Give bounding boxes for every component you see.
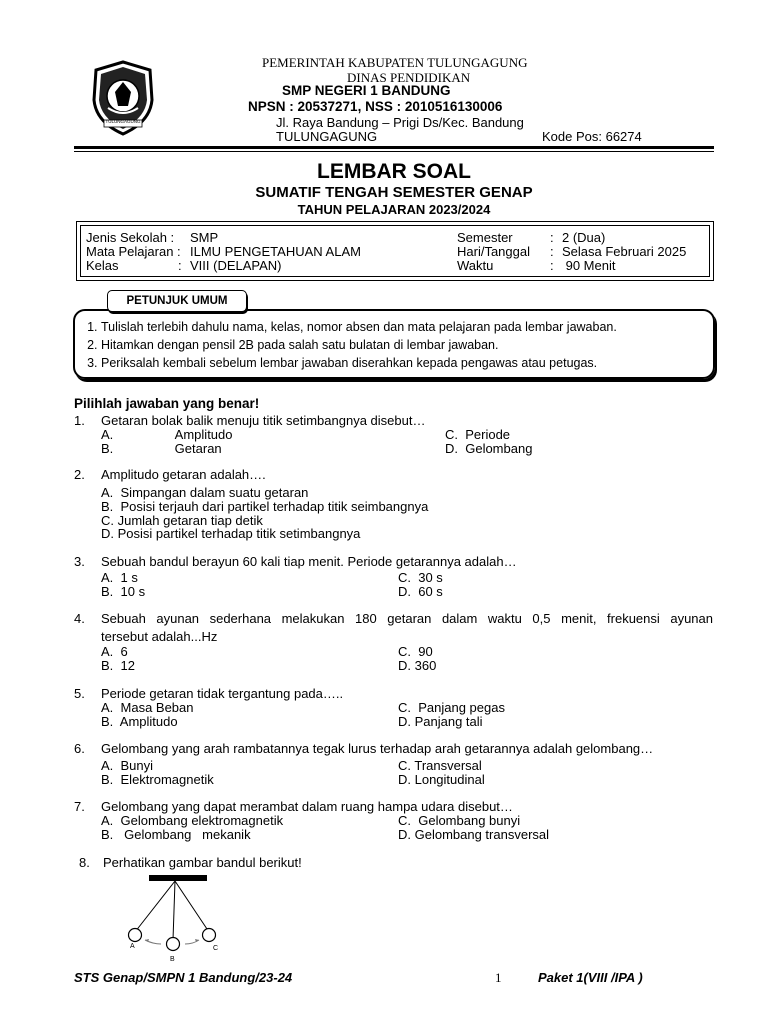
address: Jl. Raya Bandung – Prigi Ds/Kec. Bandung (276, 115, 524, 130)
option-c: C. Transversal (398, 758, 482, 773)
petunjuk-tab: PETUNJUK UMUM (107, 290, 247, 312)
title-main: LEMBAR SOAL (317, 160, 471, 183)
instruction: Pilihlah jawaban yang benar! (74, 396, 260, 411)
option-a: A. Gelombang elektromagnetik (101, 813, 284, 828)
header-rule-thin (74, 151, 714, 152)
postal-code: Kode Pos: 66274 (542, 129, 642, 144)
info-label-hari: Hari/Tanggal (457, 244, 530, 259)
question-number: 6. (74, 741, 85, 756)
info-value-kelas: VIII (DELAPAN) (190, 258, 282, 273)
option-a: A. Bunyi (101, 758, 154, 773)
option-c: C. Periode (445, 427, 511, 442)
info-label-waktu: Waktu (457, 258, 494, 273)
city: TULUNGAGUNG (276, 129, 378, 144)
regency-logo (88, 60, 158, 136)
pendulum-label-c: C (213, 945, 219, 952)
question-text: Gelombang yang arah rambatannya tegak lurus terhadap arah getarannya adalah gelombang… (101, 741, 654, 756)
info-colon-semester: : (550, 230, 554, 245)
petunjuk-item: 1. Tulislah terlebih dahulu nama, kelas, nomor absen dan mata pelajaran pada lembar jawaban. (101, 320, 617, 334)
option-b: B. 10 s (101, 584, 146, 599)
option-b: B. Gelombang mekanik (101, 827, 251, 842)
page-number: 1 (495, 970, 502, 985)
pendulum-label-a: A (130, 943, 135, 950)
option-b: B. Getaran (101, 441, 222, 456)
pendulum-figure (115, 870, 235, 965)
info-label-semester: Semester (457, 230, 513, 245)
info-colon-hari: : (550, 244, 554, 259)
footer-right: Paket 1(VIII /IPA ) (538, 970, 643, 985)
option-a: A. Masa Beban (101, 700, 194, 715)
title-sub: SUMATIF TENGAH SEMESTER GENAP (255, 184, 533, 201)
option-b: B. 12 (101, 658, 135, 673)
question-number: 7. (74, 799, 85, 814)
question-text: Amplitudo getaran adalah…. (101, 467, 266, 482)
question-text: Sebuah ayunan sederhana melakukan 180 getaran dalam waktu 0,5 menit, frekuensi ayunan (101, 611, 713, 626)
option-c: C. 30 s (398, 570, 443, 585)
option-c: C. Panjang pegas (398, 700, 505, 715)
info-colon-kelas: : (178, 258, 182, 273)
option-d: D. Panjang tali (398, 714, 483, 729)
question-number: 3. (74, 554, 85, 569)
header-line1: PEMERINTAH KABUPATEN TULUNGAGUNG (262, 55, 528, 70)
question-number: 5. (74, 686, 85, 701)
petunjuk-item: 3. Periksalah kembali sebelum lembar jawaban diserahkan kepada pengawas atau petugas. (101, 356, 617, 370)
footer-left: STS Genap/SMPN 1 Bandung/23-24 (74, 970, 293, 985)
option-d: D. 60 s (398, 584, 443, 599)
title-year: TAHUN PELAJARAN 2023/2024 (297, 202, 491, 217)
school-name: SMP NEGERI 1 BANDUNG (282, 83, 451, 98)
question-text: Getaran bolak balik menuju titik setimbangnya disebut… (101, 413, 426, 428)
header-rule-thick (74, 146, 714, 149)
petunjuk-box (73, 309, 715, 379)
info-value-mapel: ILMU PENGETAHUAN ALAM (190, 244, 361, 259)
info-label-kelas: Kelas (86, 258, 119, 273)
option-a: A. 6 (101, 644, 128, 659)
option-d: D. Longitudinal (398, 772, 485, 787)
question-text: Periode getaran tidak tergantung pada….. (101, 686, 344, 701)
option-a: A. Simpangan dalam suatu getaran (101, 485, 309, 500)
question-text: Gelombang yang dapat merambat dalam ruang hampa udara disebut… (101, 799, 513, 814)
info-value-hari: Selasa Februari 2025 (562, 244, 687, 259)
question-number: 4. (74, 611, 85, 626)
option-b: B. Elektromagnetik (101, 772, 214, 787)
header-line2: DINAS PENDIDIKAN (347, 70, 471, 85)
info-label-jenis: Jenis Sekolah : (86, 230, 175, 245)
info-value-jenis: SMP (190, 230, 219, 245)
option-c: C. 90 (398, 644, 433, 659)
question-text: Perhatikan gambar bandul berikut! (103, 855, 302, 870)
petunjuk-item: 2. Hitamkan dengan pensil 2B pada salah satu bulatan di lembar jawaban. (101, 338, 617, 352)
option-a: A. 1 s (101, 570, 138, 585)
npsn: NPSN : 20537271, NSS : 2010516130006 (248, 99, 503, 114)
pendulum-label-b: B (170, 956, 175, 963)
option-a: A. Amplitudo (101, 427, 233, 442)
info-colon-waktu: : (550, 258, 554, 273)
info-value-semester: 2 (Dua) (562, 230, 606, 245)
option-d: D. 360 (398, 658, 437, 673)
logo-text: TULUNGAGUNG (105, 119, 141, 124)
question-text: Sebuah bandul berayun 60 kali tiap menit. Periode getarannya adalah… (101, 554, 517, 569)
option-d: D. Gelombang (445, 441, 533, 456)
option-b: B. Amplitudo (101, 714, 178, 729)
question-text-cont: tersebut adalah...Hz (101, 629, 218, 644)
option-d: D. Posisi partikel terhadap titik setimbangnya (101, 526, 361, 541)
question-number: 8. (79, 855, 90, 870)
question-number: 1. (74, 413, 85, 428)
info-value-waktu: 90 Menit (562, 258, 616, 273)
info-label-mapel: Mata Pelajaran : (86, 244, 181, 259)
option-d: D. Gelombang transversal (398, 827, 550, 842)
question-number: 2. (74, 467, 85, 482)
option-c: C. Gelombang bunyi (398, 813, 521, 828)
option-c: C. Jumlah getaran tiap detik (101, 513, 263, 528)
option-b: B. Posisi terjauh dari partikel terhadap titik seimbangnya (101, 499, 429, 514)
